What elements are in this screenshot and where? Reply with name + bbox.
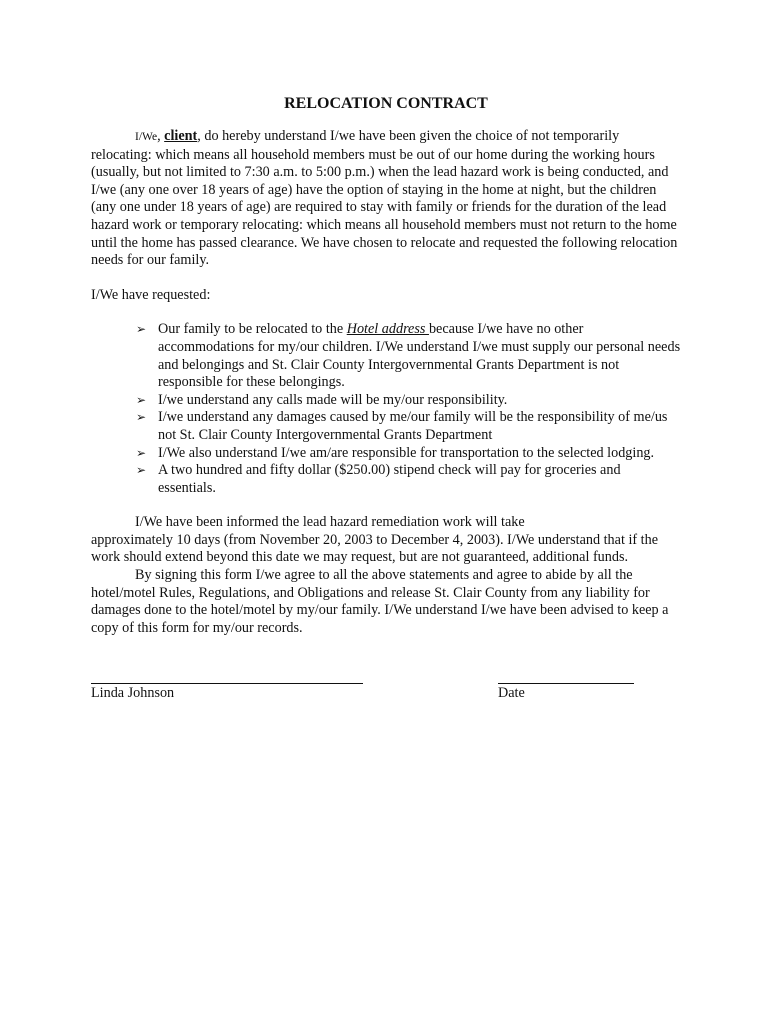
informed-paragraph: approximately 10 days (from November 20, 2003 to December 4, 2003). I/We understand that if the work should extend beyond this date we may request, but are not guaranteed, additional funds. — [91, 531, 658, 566]
arrow-bullet-icon: ➢ — [136, 410, 147, 425]
arrow-bullet-icon: ➢ — [136, 463, 147, 478]
client-field: client — [164, 128, 198, 144]
arrow-bullet-icon: ➢ — [136, 445, 147, 460]
date-label: Date — [498, 685, 525, 702]
arrow-bullet-icon: ➢ — [136, 392, 147, 407]
document-page — [91, 94, 681, 707]
signature-name: Linda Johnson — [91, 685, 175, 702]
signature-row — [91, 667, 681, 707]
hotel-address-field: Hotel address — [346, 321, 429, 338]
informed-line: I/We have been informed the lead hazard remediation work will take — [135, 514, 525, 531]
item4-text: I/We also understand I/we am/are responsible for transportation to the selected lodging. — [158, 444, 655, 461]
list-item — [136, 445, 681, 463]
date-line[interactable] — [498, 667, 634, 684]
intro-text: , do hereby understand I/we have been given the choice of not temporarily relocating: which means all household members must be out of our home during the working hours (usually, but not limited to 7:30 a.m. to 5:00 p.m.) when the lead hazard work is being conducted, and I/we (any one over 18 years of age) have the option of staying in the home at night, but the children (any one under 18 years of age) are required to stay with family or friends for the duration of the lead hazard work or temporary relocating: which means all household members must not return to the home until the home has passed clearance. We have chosen to relocate and requested the following relocation needs for our family. — [91, 128, 678, 269]
document-title: RELOCATION CONTRACT — [284, 95, 488, 112]
arrow-bullet-icon: ➢ — [136, 322, 147, 337]
intro-lead: I/We — [135, 131, 158, 143]
signature-line[interactable] — [91, 667, 363, 684]
item1-after: because I/we have no other accommodations for my/our children. I/We understand I/we must supply our personal needs and belongings and St. Clair County Intergovernmental Grants Department is not responsible for these belongings. — [158, 321, 681, 391]
item2-text: I/we understand any calls made will be my/our responsibility. — [158, 391, 508, 408]
signing-paragraph: By signing this form I/we agree to all the above statements and agree to abide by all the hotel/motel Rules, Regulations, and Obligations and release St. Clair County from any liability for damages done to the hotel/motel by my/our family. I/We understand I/we have been advised to keep a copy of this form for my/our records. — [91, 567, 669, 636]
list-item — [136, 392, 681, 410]
item5-text: A two hundred and fifty dollar ($250.00) stipend check will pay for groceries and essentials. — [158, 462, 621, 496]
list-item — [136, 409, 681, 444]
list-item — [136, 462, 681, 497]
item3-text: I/we understand any damages caused by me/our family will be the responsibility of me/us not St. Clair County Intergovernmental Grants Department — [158, 409, 668, 443]
intro-comma: , — [157, 128, 165, 144]
requested-heading: I/We have requested: — [91, 286, 211, 303]
request-list — [91, 321, 681, 497]
date-block — [498, 667, 634, 703]
item1-before: Our family to be relocated to the — [158, 321, 347, 338]
intro-paragraph — [91, 128, 681, 270]
list-item — [136, 321, 681, 391]
signature-block — [91, 667, 363, 703]
